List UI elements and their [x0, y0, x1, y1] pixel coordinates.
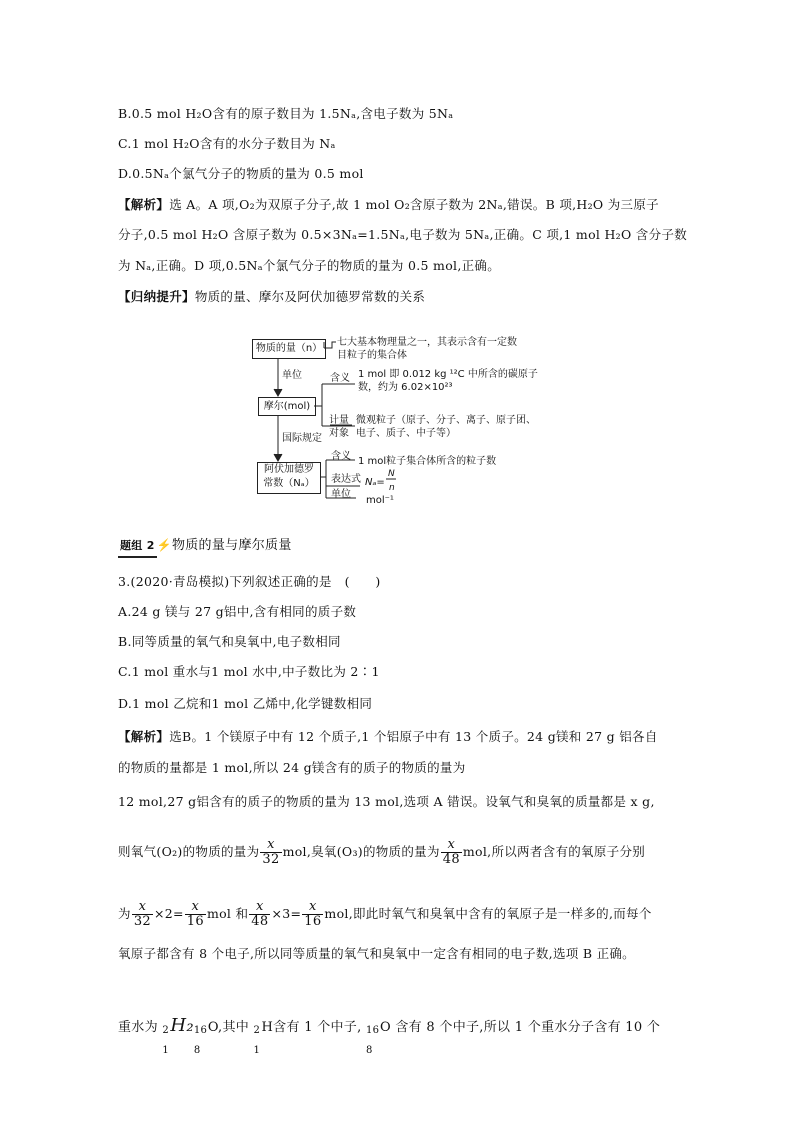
section-title: 物质的量与摩尔质量: [171, 538, 292, 553]
section-tag: 题组 2: [118, 536, 157, 558]
avogadro-meaning-desc: 1 mol粒子集合体所含的粒子数: [358, 456, 497, 467]
frac-den: 32: [133, 914, 151, 929]
line7-text-b: O,其中: [207, 1020, 250, 1035]
analysis1-text1: 选 A。A 项,O₂为双原子分子,故 1 mol O₂含原子数为 2Nₐ,错误。B 项,H₂O 为三原子: [169, 197, 659, 212]
q3-option-b: B.同等质量的氧气和臭氧中,电子数相同: [118, 634, 341, 649]
summary-text: 物质的量、摩尔及阿伏加德罗常数的关系: [194, 289, 426, 304]
q3-stem: 3.(2020·青岛模拟)下列叙述正确的是 ( ): [118, 574, 381, 589]
fraction-x-16: [185, 900, 206, 929]
box-avogadro-line2: 常数（Nₐ）: [263, 478, 315, 489]
line7-text-d: O 含有 8 个中子,所以 1 个重水分子含有 10 个: [379, 1020, 661, 1035]
section-heading: [118, 535, 292, 558]
iso-number: 8: [365, 1045, 373, 1056]
lightning-icon: ⚡: [156, 538, 172, 552]
line7-text-c: H含有 1 个中子,: [261, 1020, 362, 1035]
mole-count-line2: 电子、质子、中子等）: [356, 428, 456, 439]
option-d: D.0.5Nₐ个氯气分子的物质的量为 0.5 mol: [118, 166, 364, 181]
frac-den: 48: [442, 852, 460, 867]
avogadro-unit-label: 单位: [331, 489, 351, 500]
q3-option-c: C.1 mol 重水与1 mol 水中,中子数比为 2∶1: [118, 664, 380, 679]
iso-mass: 16: [193, 1025, 208, 1036]
diagram-lines: [0, 0, 794, 560]
frac-num: x: [132, 900, 153, 915]
mole-meaning-line2: 数，约为 6.02×10²³: [358, 382, 453, 393]
arrow-unit-label: 单位: [282, 370, 302, 381]
line4-text-a: 则氧气(O₂)的物质的量为: [118, 844, 260, 859]
analysis1-line2: 分子,0.5 mol H₂O 含原子数为 0.5×3Nₐ=1.5Nₐ,电子数为 5Nₐ,正确。C 项,1 mol H₂O 含分子数: [118, 227, 688, 242]
box-amount-of-substance: 物质的量（n）: [252, 339, 326, 359]
analysis2-line4: [118, 838, 645, 867]
line5-text-e: mol,即此时氧气和臭氧中含有的氧原子是一样多的,而每个: [324, 906, 652, 921]
iso-number: 1: [162, 1045, 170, 1056]
analysis1-line3: 为 Nₐ,正确。D 项,0.5Nₐ个氯气分子的物质的量为 0.5 mol,正确。: [118, 258, 500, 273]
avogadro-expr-num: N: [388, 469, 395, 479]
analysis2-line3: 12 mol,27 g铝含有的质子的物质的量为 13 mol,选项 A 错误。设氧气和臭氧的质量都是 x g,: [118, 794, 655, 809]
analysis2-label: 【解析】: [118, 729, 170, 744]
mole-count-line1: 微观粒子（原子、分子、离子、原子团、: [356, 415, 536, 426]
analysis2-text1: 选B。1 个镁原子中有 12 个质子,1 个铝原子中有 13 个质子。24 g镁和 27 g 铝各自: [169, 729, 658, 744]
mole-count-label2: 对象: [329, 428, 349, 439]
box-mole: 摩尔(mol): [258, 397, 316, 416]
option-c: C.1 mol H₂O含有的水分子数目为 Nₐ: [118, 136, 336, 151]
q3-option-d: D.1 mol 乙烷和1 mol 乙烯中,化学键数相同: [118, 696, 373, 711]
fraction-x-16b: [302, 900, 323, 929]
analysis2-line7: [118, 1015, 661, 1056]
arrow-intl-label: 国际规定: [282, 433, 322, 444]
fraction-x-48: [441, 838, 462, 867]
line4-text-b: mol,臭氧(O₃)的物质的量为: [282, 844, 440, 859]
analysis2-line5: [118, 900, 652, 929]
iso-number: 8: [193, 1045, 201, 1056]
fraction-x-32: [260, 838, 281, 867]
frac-num: x: [302, 900, 323, 915]
avogadro-expr-lhs: Nₐ=: [365, 477, 385, 488]
line5-text-b: ×2=: [153, 906, 184, 921]
box1-desc-line1: 七大基本物理量之一，其表示含有一定数: [337, 337, 517, 348]
box-avogadro-line1: 阿伏加德罗: [264, 464, 314, 475]
frac-num: x: [441, 838, 462, 853]
mole-count-label: 计量: [329, 415, 349, 426]
box1-desc-line2: 目粒子的集合体: [337, 350, 407, 361]
line5-text-c: mol 和: [206, 906, 249, 921]
summary-label: 【归纳提升】: [118, 289, 195, 304]
fraction-x-48b: [249, 900, 270, 929]
fraction-x-32b: [132, 900, 153, 929]
analysis2-line1: [118, 727, 658, 747]
option-b: B.0.5 mol H₂O含有的原子数目为 1.5Nₐ,含电子数为 5Nₐ: [118, 106, 454, 121]
iso-number: 1: [253, 1045, 261, 1056]
avogadro-meaning-label: 含义: [331, 451, 351, 462]
iso-mass: 2: [162, 1025, 170, 1036]
mole-meaning-line1: 1 mol 即 0.012 kg ¹²C 中所含的碳原子: [358, 369, 538, 380]
frac-num: x: [260, 838, 281, 853]
avogadro-expr-label: 表达式: [331, 474, 361, 485]
line7-text-a: 重水为: [118, 1020, 158, 1035]
avogadro-unit-desc: mol⁻¹: [366, 495, 394, 506]
frac-num: x: [249, 900, 270, 915]
line5-text-a: 为: [118, 906, 131, 921]
line4-text-c: mol,所以两者含有的氧原子分别: [462, 844, 646, 859]
mole-meaning-label: 含义: [330, 373, 350, 384]
analysis-label: 【解析】: [118, 197, 170, 212]
iso-mass: 2: [253, 1025, 261, 1036]
iso-mass: 16: [365, 1025, 380, 1036]
avogadro-expr-den: n: [389, 483, 395, 493]
line5-text-d: ×3=: [271, 906, 302, 921]
analysis2-line6: 氧原子都含有 8 个电子,所以同等质量的氧气和臭氧中一定含有相同的电子数,选项 B 正确。: [118, 946, 635, 961]
frac-den: 48: [251, 914, 269, 929]
q3-option-a: A.24 g 镁与 27 g铝中,含有相同的质子数: [118, 604, 357, 619]
frac-den: 32: [262, 852, 280, 867]
frac-den: 16: [304, 914, 322, 929]
heavy-water-formula: H₂: [170, 1015, 194, 1036]
frac-den: 16: [186, 914, 204, 929]
frac-num: x: [185, 900, 206, 915]
analysis2-line2: 的物质的量都是 1 mol,所以 24 g镁含有的质子的物质的量为: [118, 760, 466, 775]
